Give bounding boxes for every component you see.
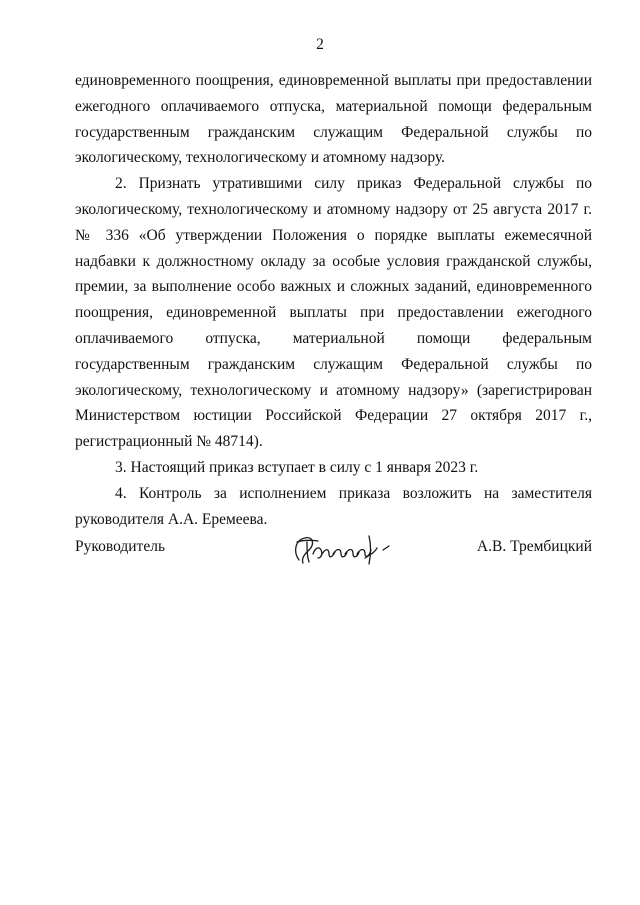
paragraph-item-2: 2. Признать утратившими силу приказ Федеральной службы по экологическому, технологическому и атомному надзору от 25 августа 2017 г. № 336 «Об утверждении Положения о порядке выплаты ежемесячной надбавки к должностному окладу за особые условия гражданской службы, премии, за выполнение особо важных и сложных заданий, единовременного поощрения, единовременной выплаты при предоставлении ежегодного оплачиваемого отпуска, материальной помощи федеральным государственным гражданским служащим Федеральной службы по экологическому, технологическому и атомному надзору» (зарегистрирован Министерством юстиции Российской Федерации 27 октября 2017 г., регистрационный № 48714). xyxy=(75,175,592,451)
paragraph-item-3: 3. Настоящий приказ вступает в силу с 1 января 2023 г. xyxy=(115,458,479,476)
page-number: 2 xyxy=(316,36,324,53)
signatory-position: Руководитель xyxy=(75,538,166,555)
document-body xyxy=(75,68,592,532)
signature-block xyxy=(75,530,592,570)
paragraph-item-4: 4. Контроль за исполнением приказа возложить на заместителя руководителя А.А. Еремеева. xyxy=(75,484,592,528)
signatory-name: А.В. Трембицкий xyxy=(476,538,592,555)
paragraph-continuation: единовременного поощрения, единовременной выплаты при предоставлении ежегодного оплачиваемого отпуска, материальной помощи федеральным государственным гражданским служащим Федеральной службы по экологическому, технологическому и атомному надзору. xyxy=(75,72,592,167)
handwritten-signature xyxy=(285,530,395,570)
